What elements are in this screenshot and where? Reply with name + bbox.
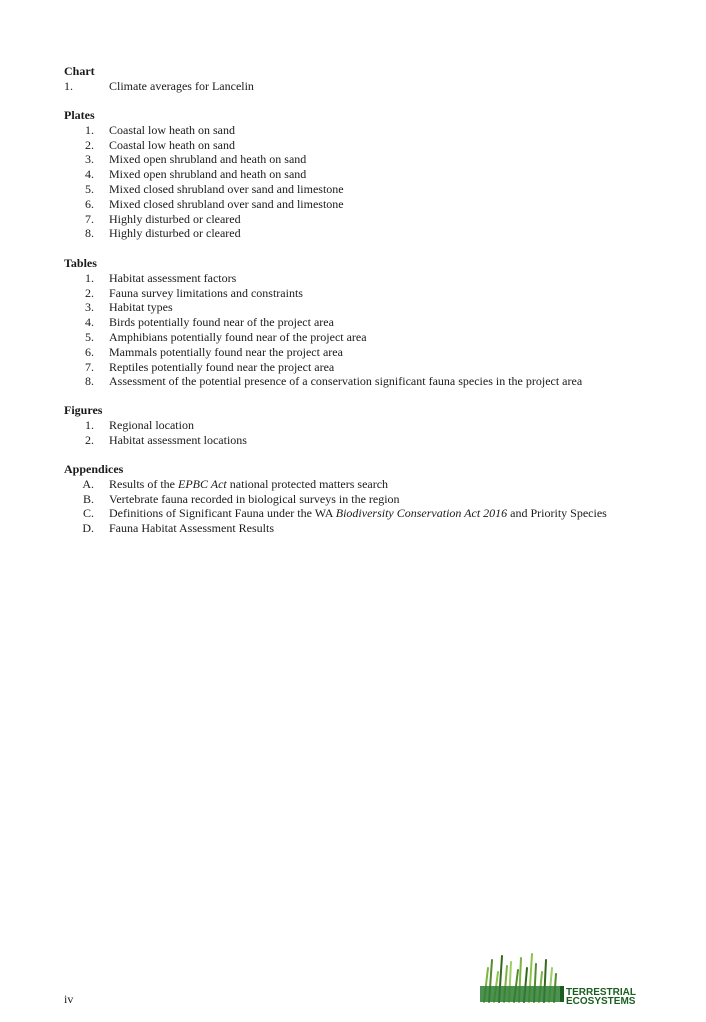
item-text: [109, 477, 624, 492]
item-number: 3.: [85, 300, 94, 315]
item-letter: C.: [82, 506, 94, 521]
item-text: [109, 521, 624, 536]
item-number: 1.: [85, 122, 94, 137]
item-text-part: Fauna Habitat Assessment Results: [109, 521, 274, 536]
item-text: Highly disturbed or cleared: [109, 211, 241, 226]
item-letter: A.: [82, 476, 94, 491]
item-text: Reptiles potentially found near the project area: [109, 359, 335, 374]
item-number: 5.: [85, 181, 94, 196]
figures-section: [64, 403, 624, 447]
section-heading-tables: Tables: [64, 256, 97, 270]
item-text: Mixed open shrubland and heath on sand: [109, 167, 307, 182]
item-text: Mixed closed shrubland over sand and limestone: [109, 196, 344, 211]
list-item: [64, 79, 624, 94]
list-item: [64, 330, 624, 345]
item-number: 3.: [85, 152, 94, 167]
item-text: Habitat assessment locations: [109, 432, 247, 447]
item-number: 1.: [85, 270, 94, 285]
plates-section: [64, 108, 624, 241]
logo-text-line1: TERRESTRIAL: [566, 987, 636, 998]
item-text: Coastal low heath on sand: [109, 137, 235, 152]
item-number: 1.: [64, 78, 73, 93]
item-text-part: and Priority Species: [507, 506, 607, 521]
item-text: Mammals potentially found near the project area: [109, 344, 343, 359]
list-item: [64, 360, 624, 375]
item-number: 1.: [85, 417, 94, 432]
list-item: [64, 477, 624, 492]
list-item: [64, 433, 624, 448]
item-text-italic: EPBC Act: [178, 476, 227, 491]
logo-text-line2: ECOSYSTEMS: [566, 996, 636, 1006]
section-heading-figures: Figures: [64, 403, 103, 417]
list-item: [64, 212, 624, 227]
list-item: [64, 123, 624, 138]
item-text: Mixed closed shrubland over sand and limestone: [109, 181, 344, 196]
list-item: [64, 345, 624, 360]
item-text-part: national protected matters search: [226, 476, 389, 491]
list-item: [64, 182, 624, 197]
item-number: 2.: [85, 285, 94, 300]
item-text: Amphibians potentially found near of the project area: [109, 329, 367, 344]
list-item: [64, 418, 624, 433]
item-text: Habitat assessment factors: [109, 270, 237, 285]
item-number: 4.: [85, 167, 94, 182]
section-heading-chart: Chart: [64, 64, 95, 78]
item-text: Regional location: [109, 417, 194, 432]
list-item: [64, 271, 624, 286]
item-text: [109, 492, 624, 507]
item-text-part: Results of the: [109, 476, 178, 491]
item-text: Birds potentially found near of the project area: [109, 315, 334, 330]
item-letter: B.: [82, 491, 94, 506]
list-item: [64, 167, 624, 182]
item-text: Assessment of the potential presence of a conservation significant fauna species in the project area: [109, 374, 583, 389]
item-number: 6.: [85, 196, 94, 211]
list-item: [64, 152, 624, 167]
grass-logo-icon: [480, 950, 646, 1006]
section-heading-appendices: Appendices: [64, 462, 124, 476]
item-text: Habitat types: [109, 300, 173, 315]
item-text: [109, 506, 609, 521]
list-item: [64, 521, 624, 536]
list-item: [64, 226, 624, 241]
list-item: [64, 374, 624, 389]
item-text: Highly disturbed or cleared: [109, 226, 241, 241]
section-heading-plates: Plates: [64, 108, 95, 122]
item-number: 6.: [85, 344, 94, 359]
item-number: 8.: [85, 374, 94, 389]
item-number: 2.: [85, 432, 94, 447]
appendices-section: [64, 462, 624, 536]
list-item: [64, 138, 624, 153]
list-item: [64, 197, 624, 212]
list-item: [64, 506, 624, 521]
tables-section: [64, 256, 624, 389]
item-text: Mixed open shrubland and heath on sand: [109, 152, 307, 167]
item-letter: D.: [82, 521, 94, 536]
list-item: [64, 492, 624, 507]
list-item: [64, 300, 624, 315]
list-item: [64, 315, 624, 330]
item-text-part: Definitions of Significant Fauna under the WA: [109, 506, 336, 521]
item-number: 7.: [85, 211, 94, 226]
item-text: Coastal low heath on sand: [109, 122, 235, 137]
item-number: 7.: [85, 359, 94, 374]
item-number: 4.: [85, 315, 94, 330]
chart-section: [64, 64, 624, 94]
item-number: 8.: [85, 226, 94, 241]
page-number: iv: [64, 992, 74, 1006]
company-logo: [480, 950, 646, 1006]
item-text-italic: Biodiversity Conservation Act 2016: [335, 506, 508, 521]
item-text-part: Vertebrate fauna recorded in biological surveys in the region: [109, 491, 400, 506]
list-item: [64, 286, 624, 301]
item-number: 5.: [85, 329, 94, 344]
item-number: 2.: [85, 137, 94, 152]
item-text: Fauna survey limitations and constraints: [109, 285, 303, 300]
item-text: Climate averages for Lancelin: [109, 78, 254, 93]
